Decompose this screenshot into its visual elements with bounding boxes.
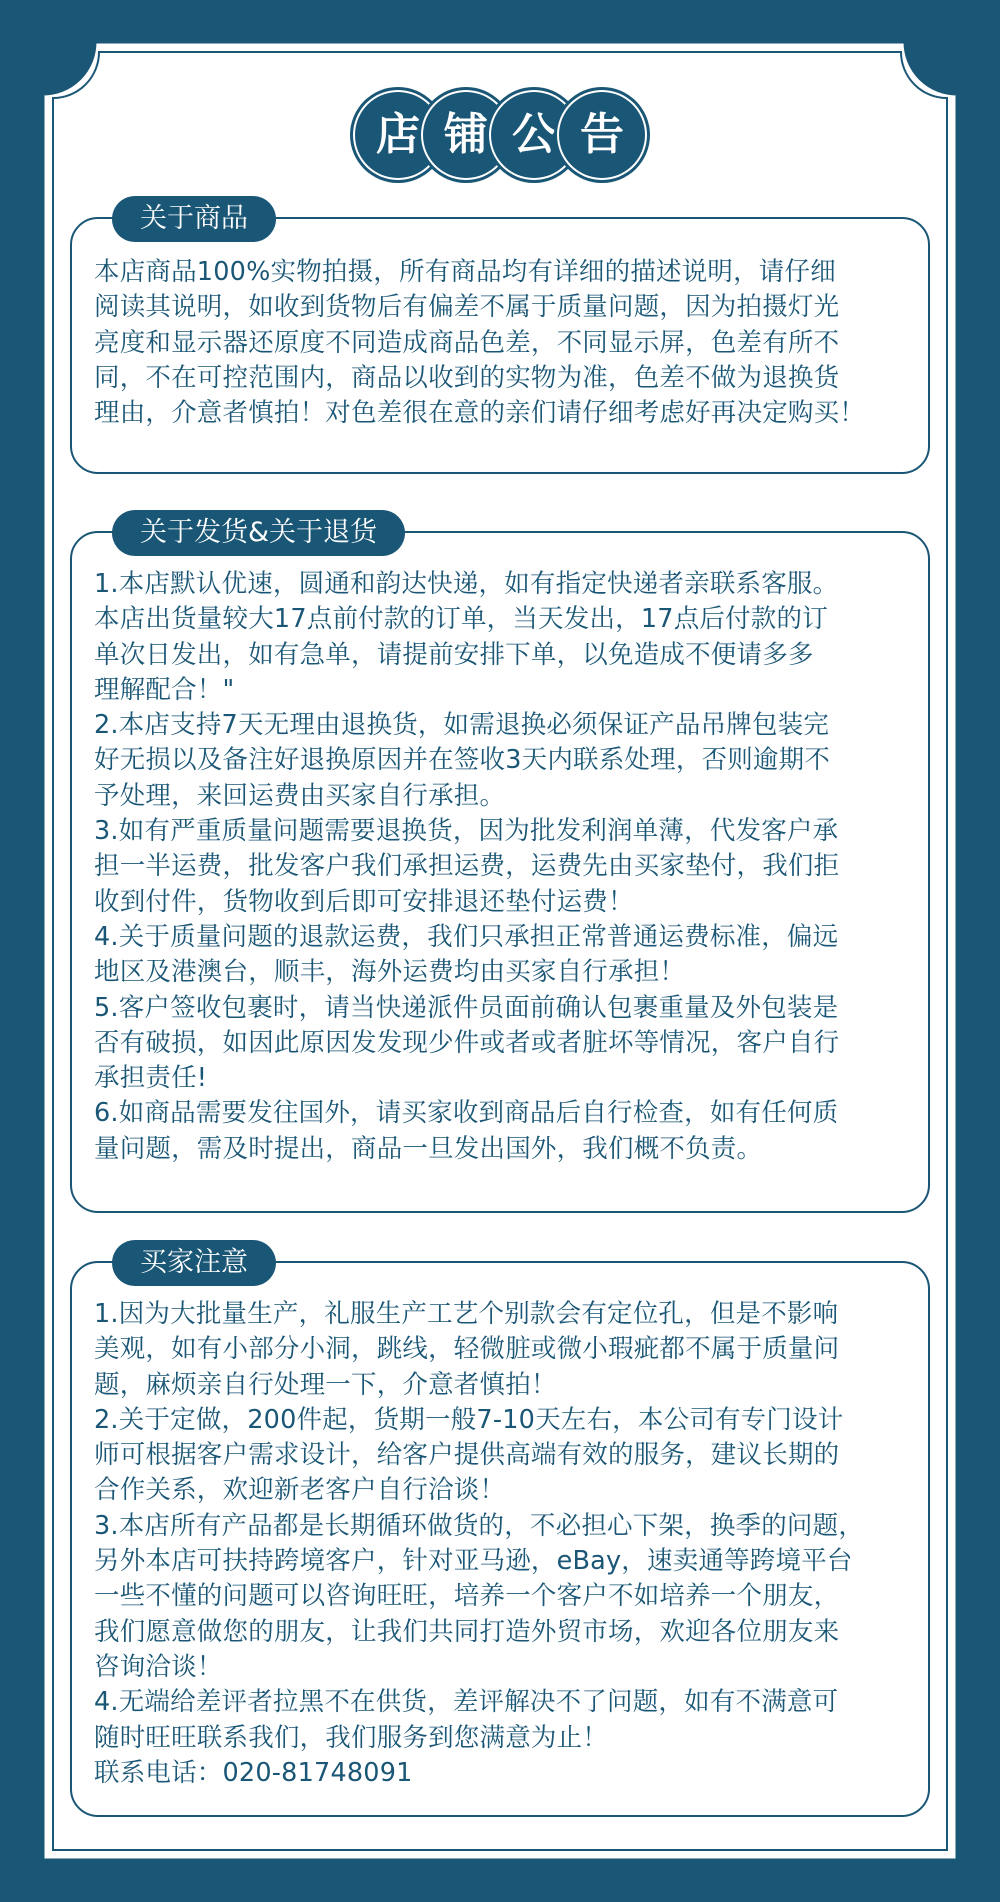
text-line: 予处理，来回运费由买家自行承担。 xyxy=(94,780,506,811)
text-line: 4.关于质量问题的退款运费，我们只承担正常普通运费标准，偏远 xyxy=(94,921,839,952)
text-line: 本店商品100%实物拍摄，所有商品均有详细的描述说明，请仔细 xyxy=(94,257,836,287)
text-line: 量问题，需及时提出，商品一旦发出国外，我们概不负责。 xyxy=(94,1133,763,1164)
text-line: 同，不在可控范围内，商品以收到的实物为准，色差不做为退换货 xyxy=(94,362,840,393)
section-body xyxy=(94,567,910,1167)
section-body xyxy=(94,255,910,431)
text-line: 1.本店默认优速，圆通和韵达快递，如有指定快递者亲联系客服。 xyxy=(94,569,839,599)
section-body xyxy=(94,1297,910,1791)
title-char: 告 xyxy=(559,92,645,178)
text-line: 2.本店支持7天无理由退换货，如需退换必须保证产品吊牌包装完 xyxy=(94,710,830,741)
section-about-products xyxy=(70,203,930,474)
section-heading: 关于商品 xyxy=(112,196,276,242)
text-line: 2.关于定做，200件起，货期一般7-10天左右，本公司有专门设计 xyxy=(94,1404,844,1435)
text-line: 6.如商品需要发往国外，请买家收到商品后自行检查，如有任何质 xyxy=(94,1098,839,1129)
text-line: 咨询洽谈！ xyxy=(94,1651,223,1682)
text-line: 收到付件，货物收到后即可安排退还垫付运费！ xyxy=(94,886,634,917)
text-line: 另外本店可扶持跨境客户，针对亚马逊，eBay，速卖通等跨境平台 xyxy=(94,1546,853,1577)
text-line: 随时旺旺联系我们，我们服务到您满意为止！ xyxy=(94,1722,609,1753)
text-line: 合作关系，欢迎新老客户自行洽谈！ xyxy=(94,1475,506,1506)
text-line: 本店出货量较大17点前付款的订单，当天发出，17点后付款的订 xyxy=(94,604,828,635)
text-line: 3.如有严重质量问题需要退换货，因为批发利润单薄，代发客户承 xyxy=(94,816,839,847)
text-line: 美观，如有小部分小洞，跳线，轻微脏或微小瑕疵都不属于质量问 xyxy=(94,1334,840,1365)
text-line: 3.本店所有产品都是长期循环做货的，不必担心下架，换季的问题， xyxy=(94,1510,865,1541)
text-line: 单次日发出，如有急单，请提前安排下单，以免造成不便请多多 xyxy=(94,639,814,670)
text-line: 地区及港澳台，顺丰，海外运费均由买家自行承担！ xyxy=(94,957,686,988)
contact-phone: 联系电话：020-81748091 xyxy=(94,1757,413,1788)
page-title xyxy=(355,92,645,178)
text-line: 1.因为大批量生产，礼服生产工艺个别款会有定位孔，但是不影响 xyxy=(94,1299,839,1329)
text-line: 否有破损，如因此原因发发现少件或者或者脏坏等情况，客户自行 xyxy=(94,1027,840,1058)
text-line: 好无损以及备注好退换原因并在签收3天内联系处理，否则逾期不 xyxy=(94,745,831,776)
text-line: 亮度和显示器还原度不同造成商品色差，不同显示屏，色差有所不 xyxy=(94,327,840,358)
text-line: 题，麻烦亲自行处理一下，介意者慎拍！ xyxy=(94,1369,557,1400)
text-line: 5.客户签收包裹时，请当快递派件员面前确认包裹重量及外包装是 xyxy=(94,992,839,1023)
section-shipping-returns xyxy=(70,517,930,1213)
title-char: 公 xyxy=(491,92,577,178)
text-line: 我们愿意做您的朋友，让我们共同打造外贸市场，欢迎各位朋友来 xyxy=(94,1616,840,1647)
section-heading: 关于发货&关于退货 xyxy=(112,510,405,556)
section-buyer-notice xyxy=(70,1247,930,1817)
text-line: 理解配合！" xyxy=(94,674,235,705)
text-line: 担一半运费，批发客户我们承担运费，运费先由买家垫付，我们拒 xyxy=(94,851,840,882)
text-line: 一些不懂的问题可以咨询旺旺，培养一个客户不如培养一个朋友， xyxy=(94,1581,840,1612)
text-line: 师可根据客户需求设计，给客户提供高端有效的服务，建议长期的 xyxy=(94,1440,840,1471)
text-line: 4.无端给差评者拉黑不在供货，差评解决不了问题，如有不满意可 xyxy=(94,1687,839,1718)
title-char: 店 xyxy=(355,92,441,178)
text-line: 承担责任! xyxy=(94,1063,208,1094)
text-line: 阅读其说明，如收到货物后有偏差不属于质量问题，因为拍摄灯光 xyxy=(94,292,840,323)
title-char: 铺 xyxy=(423,92,509,178)
section-heading: 买家注意 xyxy=(112,1240,276,1286)
text-line: 理由，介意者慎拍！对色差很在意的亲们请仔细考虑好再决定购买！ xyxy=(94,398,866,429)
